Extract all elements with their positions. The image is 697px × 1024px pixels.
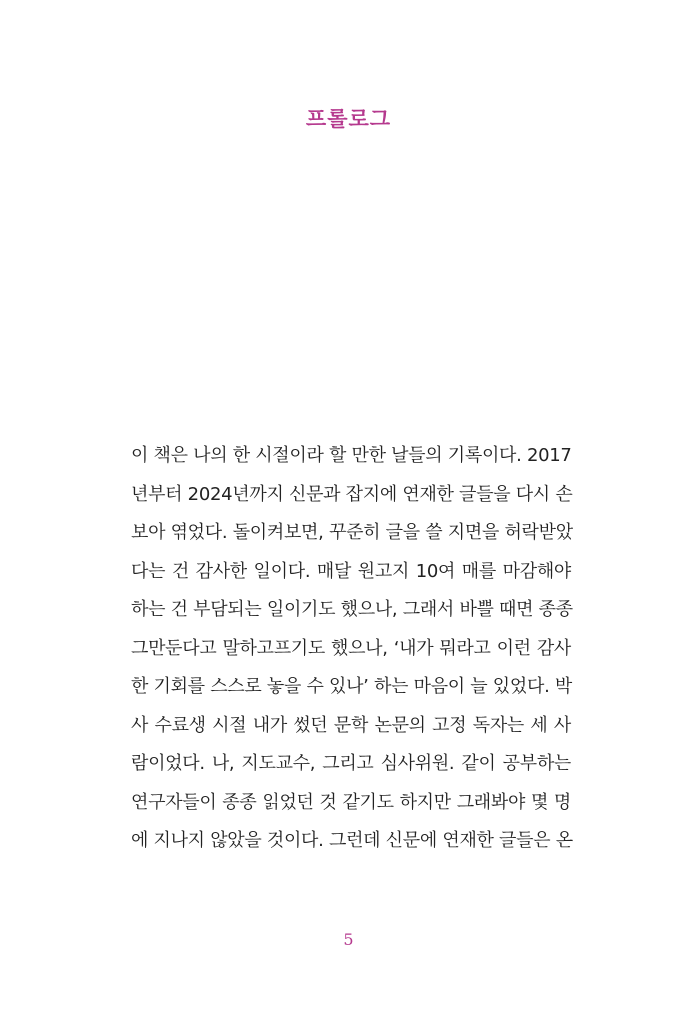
body-line: 이 책은 나의 한 시절이라 할 만한 날들의 기록이다. 2017 [131,445,572,466]
page-title: 프롤로그 [305,107,392,131]
body-line: 람이었다. 나, 지도교수, 그리고 심사위원. 같이 공부하는 [131,753,571,774]
body-line: 다는 건 감사한 일이다. 매달 원고지 10여 매를 마감해야 [131,560,571,582]
body-line: 연구자들이 종종 읽었던 것 같기도 하지만 그래봐야 몇 명 [131,791,571,813]
body-line: 보아 엮었다. 돌이켜보면, 꾸준히 글을 쓸 지면을 허락받았 [131,522,573,543]
body-line: 그만둔다고 말하고프기도 했으나, ‘내가 뭐라고 이런 감사 [131,637,571,659]
body-line: 한 기회를 스스로 놓을 수 있나’ 하는 마음이 늘 있었다. 박 [131,676,572,697]
body-line: 사 수료생 시절 내가 썼던 문학 논문의 고정 독자는 세 사 [131,714,571,736]
prologue-body [131,437,571,861]
body-line: 하는 건 부담되는 일이기도 했으나, 그래서 바쁠 때면 종종 [131,599,573,620]
body-line: 에 지나지 않았을 것이다. 그런데 신문에 연재한 글들은 온 [131,830,573,851]
page-number: 5 [343,930,354,949]
body-line: 년부터 2024년까지 신문과 잡지에 연재한 글들을 다시 손 [131,483,573,505]
